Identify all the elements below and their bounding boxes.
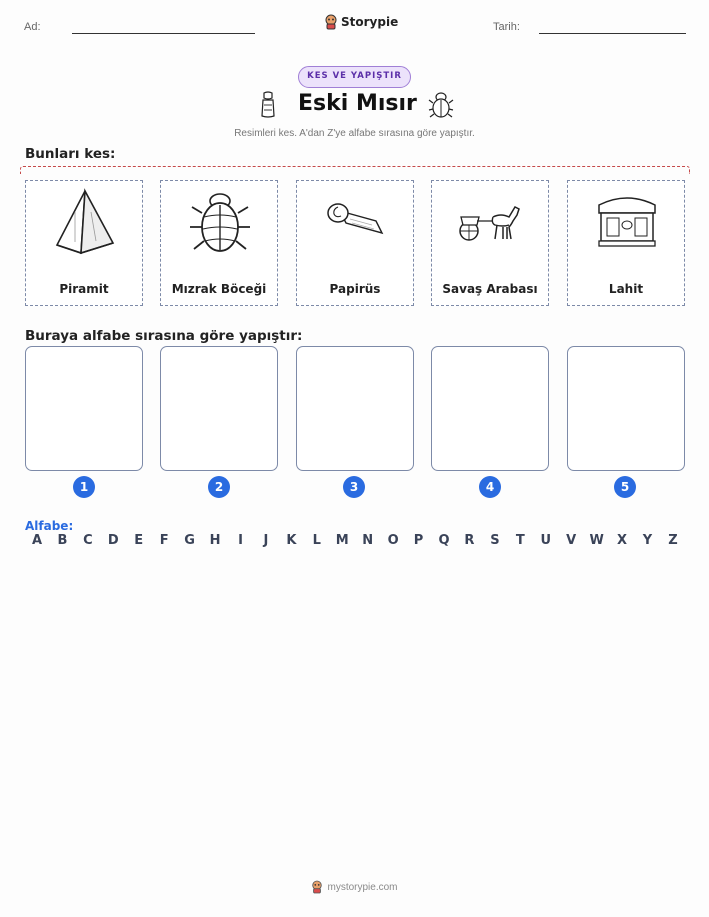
cut-card-savas-arabasi[interactable] — [431, 180, 549, 306]
scarab-icon — [186, 187, 254, 257]
cut-line — [20, 166, 690, 174]
alphabet-letter: C — [83, 533, 93, 548]
cut-card-label: Mızrak Böceği — [171, 282, 267, 296]
number-badge: 1 — [73, 476, 95, 498]
alphabet-letter: P — [413, 533, 424, 548]
alphabet-letter: E — [134, 533, 144, 548]
logo-text: Storypie — [341, 15, 399, 29]
alphabet-letter: N — [362, 533, 374, 548]
number-badge: 5 — [614, 476, 636, 498]
alphabet-letter: Q — [438, 533, 450, 548]
papyrus-scroll-icon — [322, 187, 390, 257]
worksheet-header — [0, 14, 709, 44]
cut-section-label: Bunları kes: — [25, 146, 116, 162]
alphabet-letter: T — [515, 533, 525, 548]
alphabet-letter: X — [617, 533, 628, 548]
paste-box-4[interactable] — [431, 346, 549, 471]
alphabet-letter: I — [238, 533, 243, 548]
alphabet-letter: L — [312, 533, 321, 548]
cut-card-mizrak-bocegi[interactable] — [160, 180, 278, 306]
storypie-logo — [324, 14, 398, 30]
number-badge: 2 — [208, 476, 230, 498]
alphabet-letter: U — [540, 533, 552, 548]
alphabet-letter: J — [263, 533, 269, 548]
paste-box-3[interactable] — [296, 346, 414, 471]
cut-card-papirus[interactable] — [296, 180, 414, 306]
paste-box-5[interactable] — [567, 346, 685, 471]
alphabet-letter: H — [209, 533, 221, 548]
alphabet-letter: Z — [668, 533, 678, 548]
alphabet-letter: G — [184, 533, 195, 548]
scarab-beetle-icon — [428, 91, 454, 119]
alphabet-letter: M — [335, 533, 349, 548]
number-badge: 4 — [479, 476, 501, 498]
instructions: Resimleri kes. A'dan Z'ye alfabe sırasına göre yapıştır. — [234, 128, 475, 139]
chariot-icon — [457, 187, 527, 257]
alphabet-letter: B — [57, 533, 68, 548]
alphabet-letter: A — [31, 533, 43, 548]
name-label: Ad: — [24, 21, 41, 33]
date-field[interactable] — [539, 33, 686, 34]
canopic-jar-icon — [258, 91, 278, 119]
cut-card-label: Lahit — [608, 282, 644, 296]
alphabet-letter: F — [159, 533, 169, 548]
name-field[interactable] — [72, 33, 255, 34]
alphabet-letter: V — [566, 533, 577, 548]
paste-section-label: Buraya alfabe sırasına göre yapıştır: — [25, 328, 303, 344]
cut-card-piramit[interactable] — [25, 180, 143, 306]
pyramid-icon — [51, 187, 119, 257]
cut-card-label: Piramit — [59, 282, 109, 296]
alphabet-label: Alfabe: — [25, 519, 74, 533]
page-title: Eski Mısır — [298, 91, 417, 116]
alphabet-letter: S — [490, 533, 500, 548]
alphabet-letter: W — [589, 533, 604, 548]
footer-url[interactable]: mystorypie.com — [327, 881, 398, 893]
alphabet-letter: Y — [642, 533, 653, 548]
alphabet-row — [25, 533, 685, 548]
alphabet-letter: R — [464, 533, 475, 548]
activity-type-badge: KES VE YAPIŞTIR — [298, 66, 411, 88]
number-badge: 3 — [343, 476, 365, 498]
storypie-mascot-icon — [324, 14, 338, 30]
alphabet-letter: K — [286, 533, 297, 548]
footer — [0, 880, 709, 894]
date-label: Tarih: — [493, 21, 520, 33]
cut-card-label: Papirüs — [329, 282, 381, 296]
storypie-mascot-icon — [311, 880, 323, 894]
cut-card-lahit[interactable] — [567, 180, 685, 306]
alphabet-letter: O — [387, 533, 399, 548]
sarcophagus-chest-icon — [593, 187, 661, 257]
cut-card-label: Savaş Arabası — [442, 282, 538, 296]
paste-box-1[interactable] — [25, 346, 143, 471]
alphabet-letter: D — [107, 533, 119, 548]
paste-box-2[interactable] — [160, 346, 278, 471]
title-row — [0, 91, 709, 123]
